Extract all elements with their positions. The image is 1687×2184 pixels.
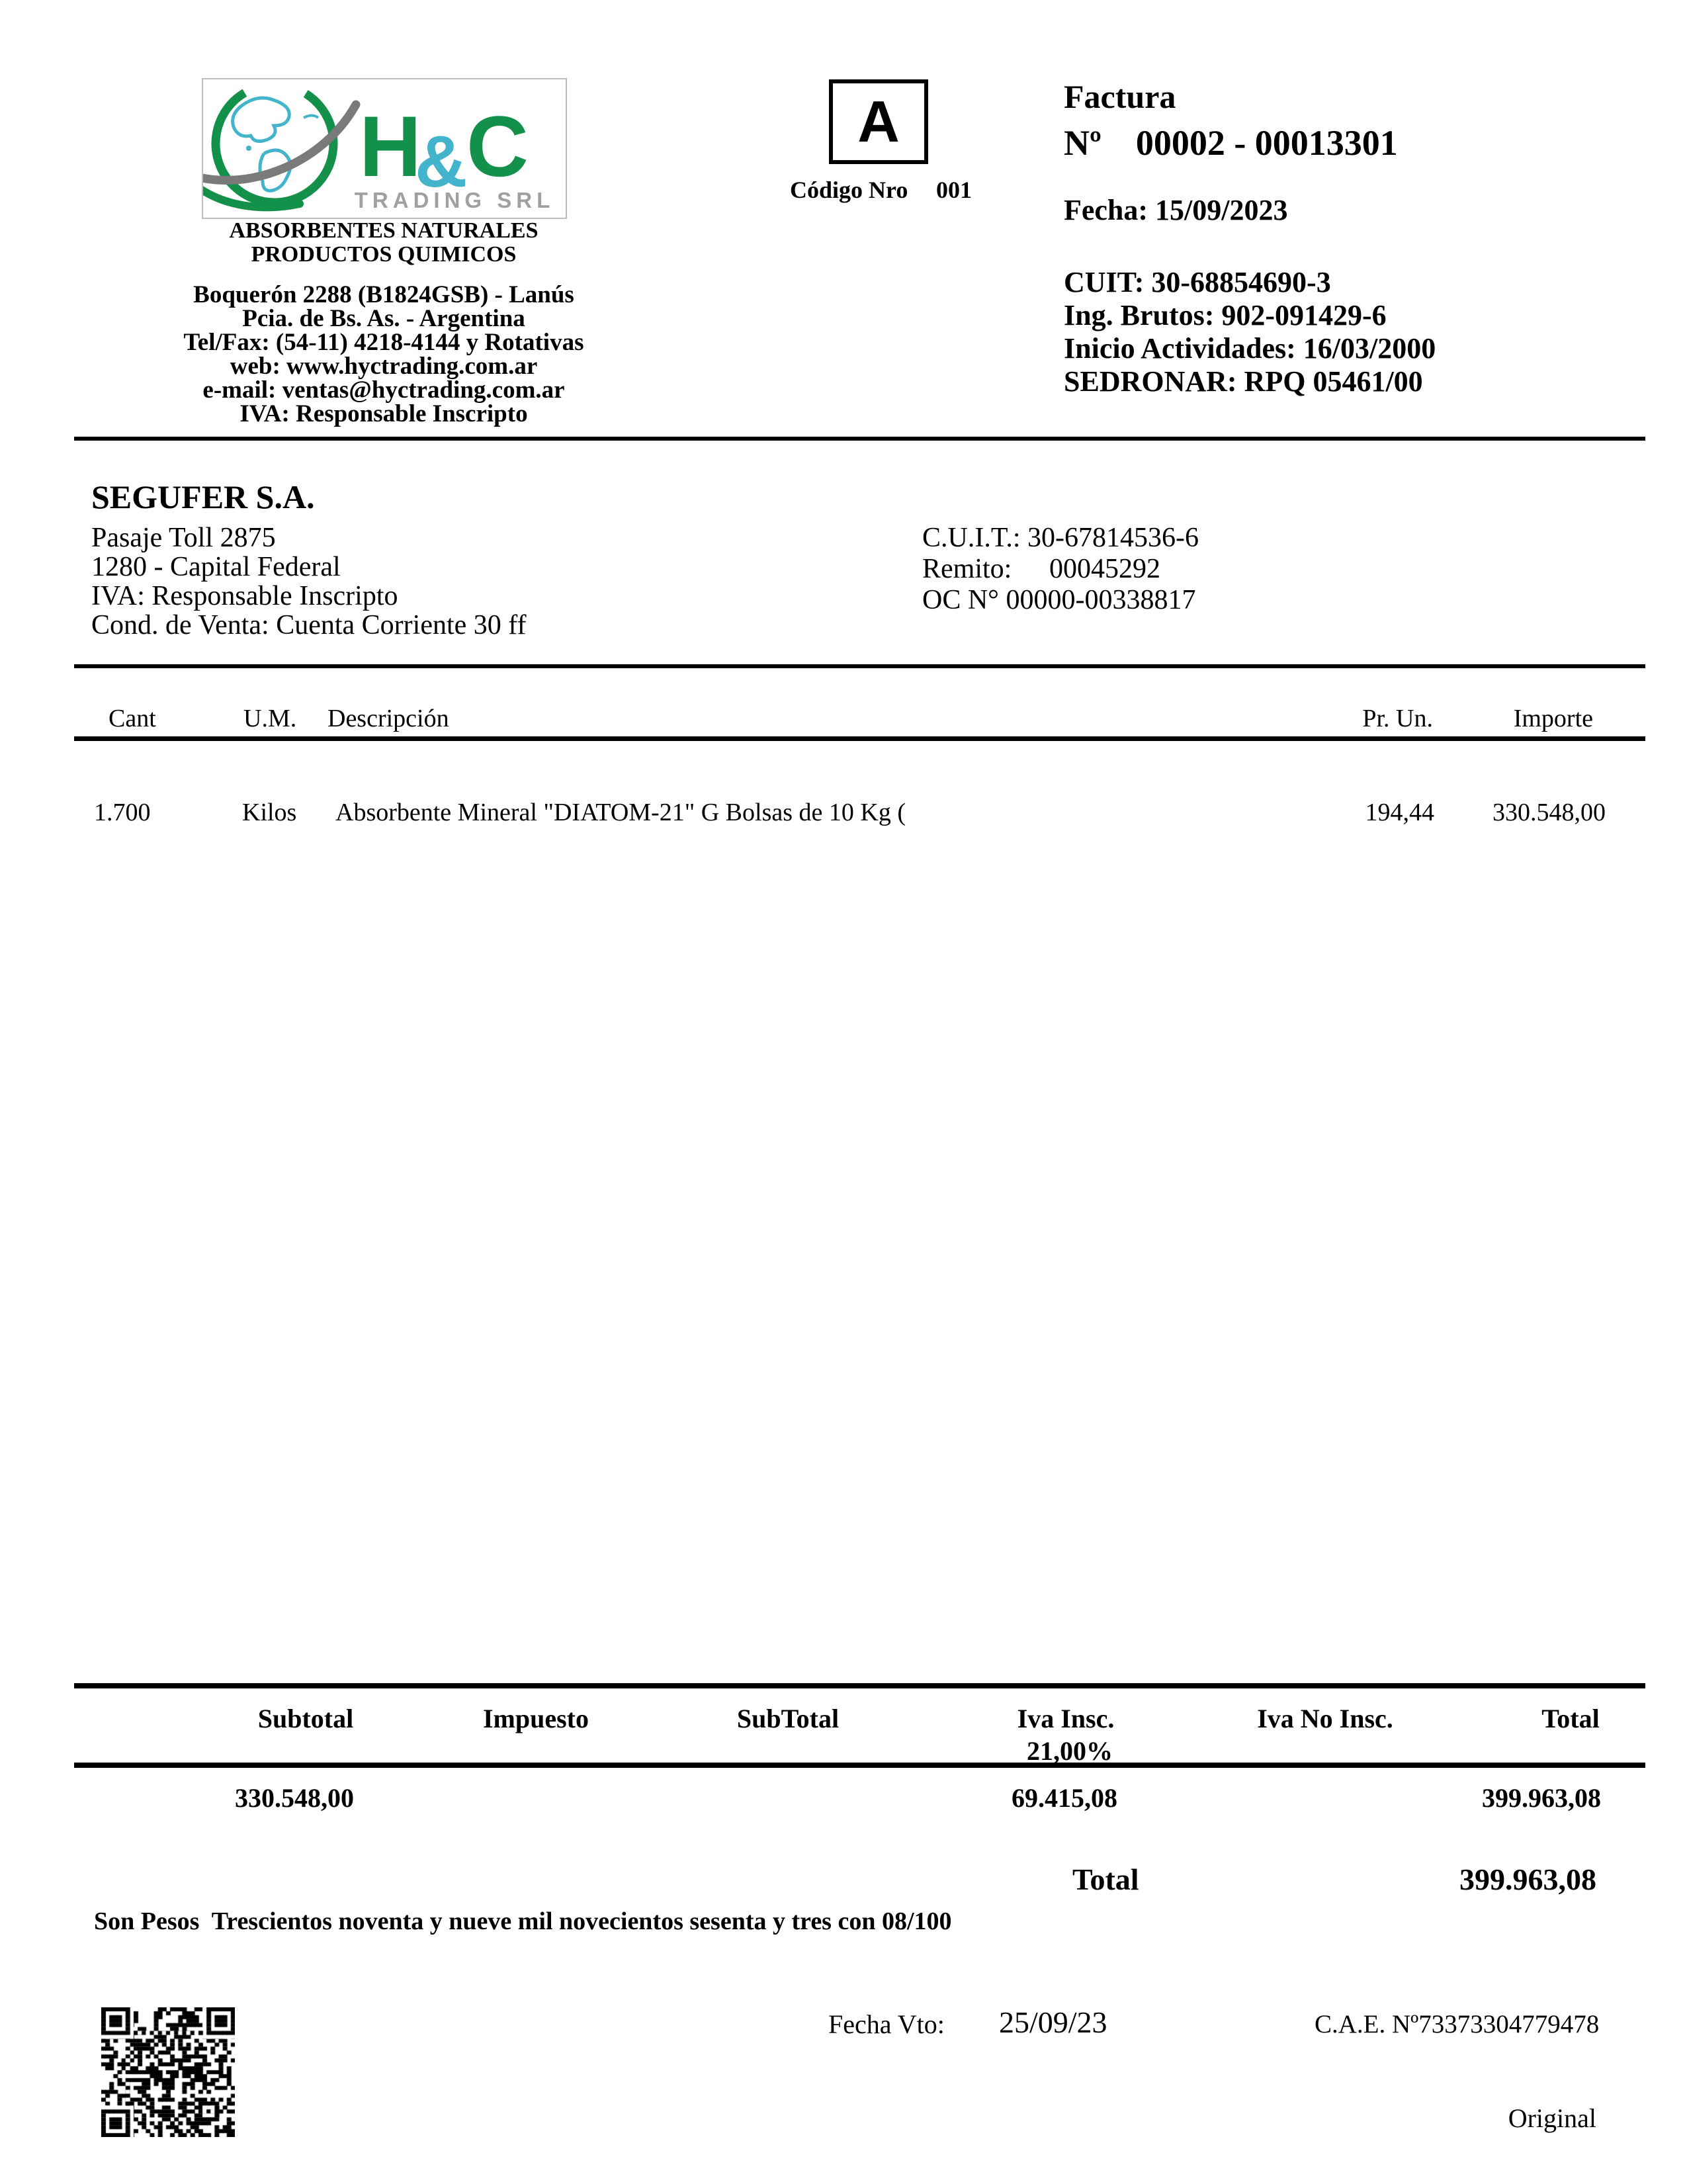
- table-header-line: [74, 736, 1645, 741]
- amount-in-words: Son Pesos Trescientos noventa y nueve mil novecientos sesenta y tres con 08/100: [94, 1907, 952, 1935]
- qr-code: [101, 2007, 235, 2137]
- totals-header-subtotal: Subtotal: [257, 1704, 354, 1733]
- invoice-type-letter: A: [857, 89, 900, 154]
- item-pr-un: 194,44: [1365, 799, 1434, 826]
- company-address-line: Pcia. de Bs. As. - Argentina: [242, 305, 525, 332]
- logo-subtitle: TRADING SRL: [354, 188, 555, 212]
- company-address-line: IVA: Responsable Inscripto: [239, 400, 528, 427]
- table-top-line: [74, 664, 1645, 668]
- customer-address-line: Pasaje Toll 2875: [91, 523, 276, 553]
- company-caption-line1: ABSORBENTES NATURALES: [229, 218, 539, 243]
- company-address-line: web: www.hyctrading.com.ar: [230, 353, 538, 380]
- company-caption-line2: PRODUCTOS QUIMICOS: [251, 242, 517, 267]
- logo-letter-c: C: [466, 98, 529, 195]
- codigo-nro-label: Código Nro: [790, 177, 908, 203]
- logo-letter-h: H: [359, 98, 421, 195]
- company-cuit: CUIT: 30-68854690-3: [1064, 266, 1331, 298]
- fecha-vto-label: Fecha Vto:: [828, 2009, 945, 2039]
- item-um: Kilos: [242, 799, 297, 826]
- customer-address-line: IVA: Responsable Inscripto: [91, 581, 398, 611]
- item-descripcion: Absorbente Mineral "DIATOM-21" G Bolsas de 10 Kg (: [335, 799, 906, 826]
- logo-ampersand: &: [415, 121, 468, 202]
- copy-label: Original: [1508, 2103, 1596, 2133]
- totals-header-iva-insc: Iva Insc.: [1017, 1704, 1115, 1733]
- codigo-nro-value: 001: [936, 177, 972, 203]
- totals-header-subtotal2: SubTotal: [736, 1704, 840, 1733]
- header-separator-line: [74, 437, 1645, 441]
- company-inicio-actividades: Inicio Actividades: 16/03/2000: [1064, 332, 1436, 365]
- company-address: [139, 283, 628, 426]
- company-logo: [202, 78, 567, 219]
- invoice-number-label: Nº: [1064, 123, 1102, 163]
- totals-value-iva-insc: 69.415,08: [1012, 1783, 1117, 1813]
- fecha-vto-value: 25/09/23: [999, 2005, 1107, 2039]
- company-fiscal-block: [1064, 266, 1436, 398]
- col-header-um: U.M.: [243, 705, 297, 732]
- globe-icon: [203, 79, 356, 215]
- company-address-line: Boquerón 2288 (B1824GSB) - Lanús: [193, 281, 574, 308]
- remito-label: Remito:: [922, 554, 1012, 584]
- totals-header-impuesto: Impuesto: [482, 1704, 589, 1733]
- company-address-line: e-mail: ventas@hyctrading.com.ar: [202, 376, 565, 404]
- customer-address: [91, 523, 526, 640]
- grand-total-label: Total: [1072, 1862, 1139, 1896]
- col-header-cant: Cant: [108, 705, 156, 732]
- grand-total-value: 399.963,08: [1459, 1862, 1596, 1896]
- company-caption: [152, 219, 615, 267]
- company-ing-brutos: Ing. Brutos: 902-091429-6: [1064, 299, 1387, 331]
- totals-header-line: [74, 1763, 1645, 1768]
- customer-cuit: C.U.I.T.: 30-67814536-6: [922, 523, 1199, 553]
- totals-top-line: [74, 1683, 1645, 1688]
- totals-header-iva-no-insc: Iva No Insc.: [1257, 1704, 1393, 1733]
- item-importe: 330.548,00: [1492, 799, 1606, 826]
- totals-value-subtotal: 330.548,00: [235, 1783, 354, 1813]
- totals-value-total: 399.963,08: [1482, 1783, 1601, 1813]
- remito-value: 00045292: [1049, 554, 1160, 584]
- invoice-title: Factura: [1064, 78, 1176, 115]
- company-address-line: Tel/Fax: (54-11) 4218-4144 y Rotativas: [183, 329, 584, 356]
- customer-oc-number: OC N° 00000-00338817: [922, 585, 1196, 615]
- item-cant: 1.700: [94, 799, 151, 826]
- col-header-importe: Importe: [1513, 705, 1593, 732]
- customer-name: SEGUFER S.A.: [91, 478, 315, 515]
- iva-rate: 21,00%: [1027, 1736, 1113, 1766]
- totals-header-total: Total: [1541, 1704, 1600, 1733]
- customer-address-line: Cond. de Venta: Cuenta Corriente 30 ff: [91, 610, 527, 640]
- invoice-type-box: [829, 79, 928, 164]
- invoice-number-value: 00002 - 00013301: [1135, 123, 1398, 163]
- invoice-date: Fecha: 15/09/2023: [1064, 194, 1288, 226]
- col-header-pr-un: Pr. Un.: [1362, 705, 1433, 732]
- col-header-descripcion: Descripción: [327, 705, 449, 732]
- company-logo-graphic: [203, 79, 563, 215]
- company-sedronar: SEDRONAR: RPQ 05461/00: [1064, 365, 1423, 398]
- customer-address-line: 1280 - Capital Federal: [91, 552, 341, 582]
- cae-number: C.A.E. Nº73373304779478: [1315, 2010, 1600, 2038]
- invoice-number-line: [1064, 122, 1398, 163]
